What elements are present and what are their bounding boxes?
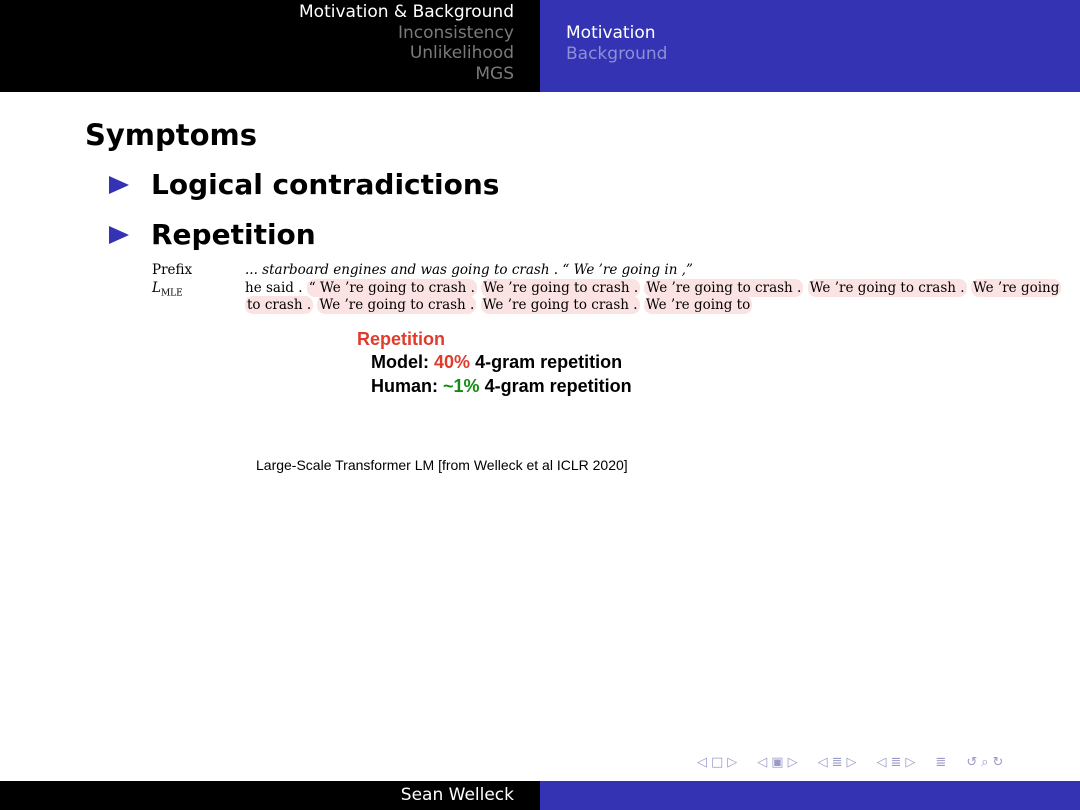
slide-footer [0,781,1080,810]
prev-frame-icon[interactable]: ◁ [697,755,707,770]
repeated-segment: We ’re going to crash . [319,297,475,313]
repeated-segment: We ’re going [972,280,1060,296]
next-section-icon[interactable]: ▷ [846,755,857,770]
section-motivation-background[interactable]: Motivation & Background [299,2,514,22]
section-inconsistency[interactable]: Inconsistency [397,22,514,43]
mle-label [152,280,183,299]
section-nav [0,0,540,92]
back-icon[interactable]: ↺ [966,755,978,770]
prefix-label: Prefix [152,262,193,278]
bullet-text: Logical contradictions [151,168,500,201]
human-stat [371,374,632,398]
bullet-item [109,168,499,201]
figure-caption: Large-Scale Transformer LM [from Welleck et al ICLR 2020] [256,457,628,473]
next-part-icon[interactable]: ▷ [905,755,916,770]
triangle-bullet-icon [109,226,129,244]
prev-section-icon[interactable]: ◁ [817,755,828,770]
repeated-segment: We ’re going to [645,297,751,313]
repeated-segment: We ’re going to crash . [483,280,639,296]
bullet-item [109,218,316,251]
prev-part-icon[interactable]: ◁ [876,755,887,770]
prefix-text: ... starboard engines and was going to crash . “ We ’re going in ,” [245,262,693,278]
part-icon[interactable]: ≣ [890,755,902,770]
subsection-nav [540,0,1080,92]
subsection-motivation[interactable]: Motivation [566,23,656,43]
mle-subscript: MLE [160,288,183,299]
frame-title: Symptoms [85,118,258,152]
bullet-text: Repetition [151,218,316,251]
appendix-icon[interactable]: ≣ [935,755,947,770]
repeated-segment: We ’re going to crash . [646,280,802,296]
mle-symbol: L [152,280,161,296]
generated-line-2 [245,297,752,313]
slide-header [0,0,1080,92]
next-subsection-icon[interactable]: ▷ [787,755,798,770]
section-mgs[interactable]: MGS [475,63,514,84]
footer-title-bar [540,781,1080,810]
repeated-segment: to crash . [247,297,312,313]
forward-icon[interactable]: ↻ [992,755,1004,770]
model-label: Model: [371,352,429,372]
subsection-background[interactable]: Background [566,43,668,64]
frame-icon[interactable]: □ [711,755,724,770]
prev-subsection-icon[interactable]: ◁ [757,755,768,770]
model-stat [371,350,632,374]
repetition-stats [357,329,632,398]
repeated-segment: We ’re going to crash . [482,297,638,313]
human-suffix: 4-gram repetition [484,376,632,396]
line-start: he said . [245,280,307,296]
human-label: Human: [371,376,438,396]
next-frame-icon[interactable]: ▷ [727,755,738,770]
author-name: Sean Welleck [400,785,514,805]
section-unlikelihood[interactable]: Unlikelihood [409,43,514,64]
section-icon[interactable]: ≣ [831,755,843,770]
triangle-bullet-icon [109,176,129,194]
footer-author-bar [0,781,540,810]
repeated-segment: We ’re going to crash . [809,280,965,296]
subsection-icon[interactable]: ▣ [771,755,784,770]
model-value: 40% [434,352,471,372]
repetition-title: Repetition [357,329,445,349]
beamer-navigation [697,755,1003,770]
search-icon[interactable]: ⌕ [981,755,989,770]
repeated-segment: “ We ’re going to crash . [308,280,475,296]
human-value: ~1% [443,376,480,396]
model-suffix: 4-gram repetition [475,352,623,372]
generated-line-1 [245,280,1061,296]
